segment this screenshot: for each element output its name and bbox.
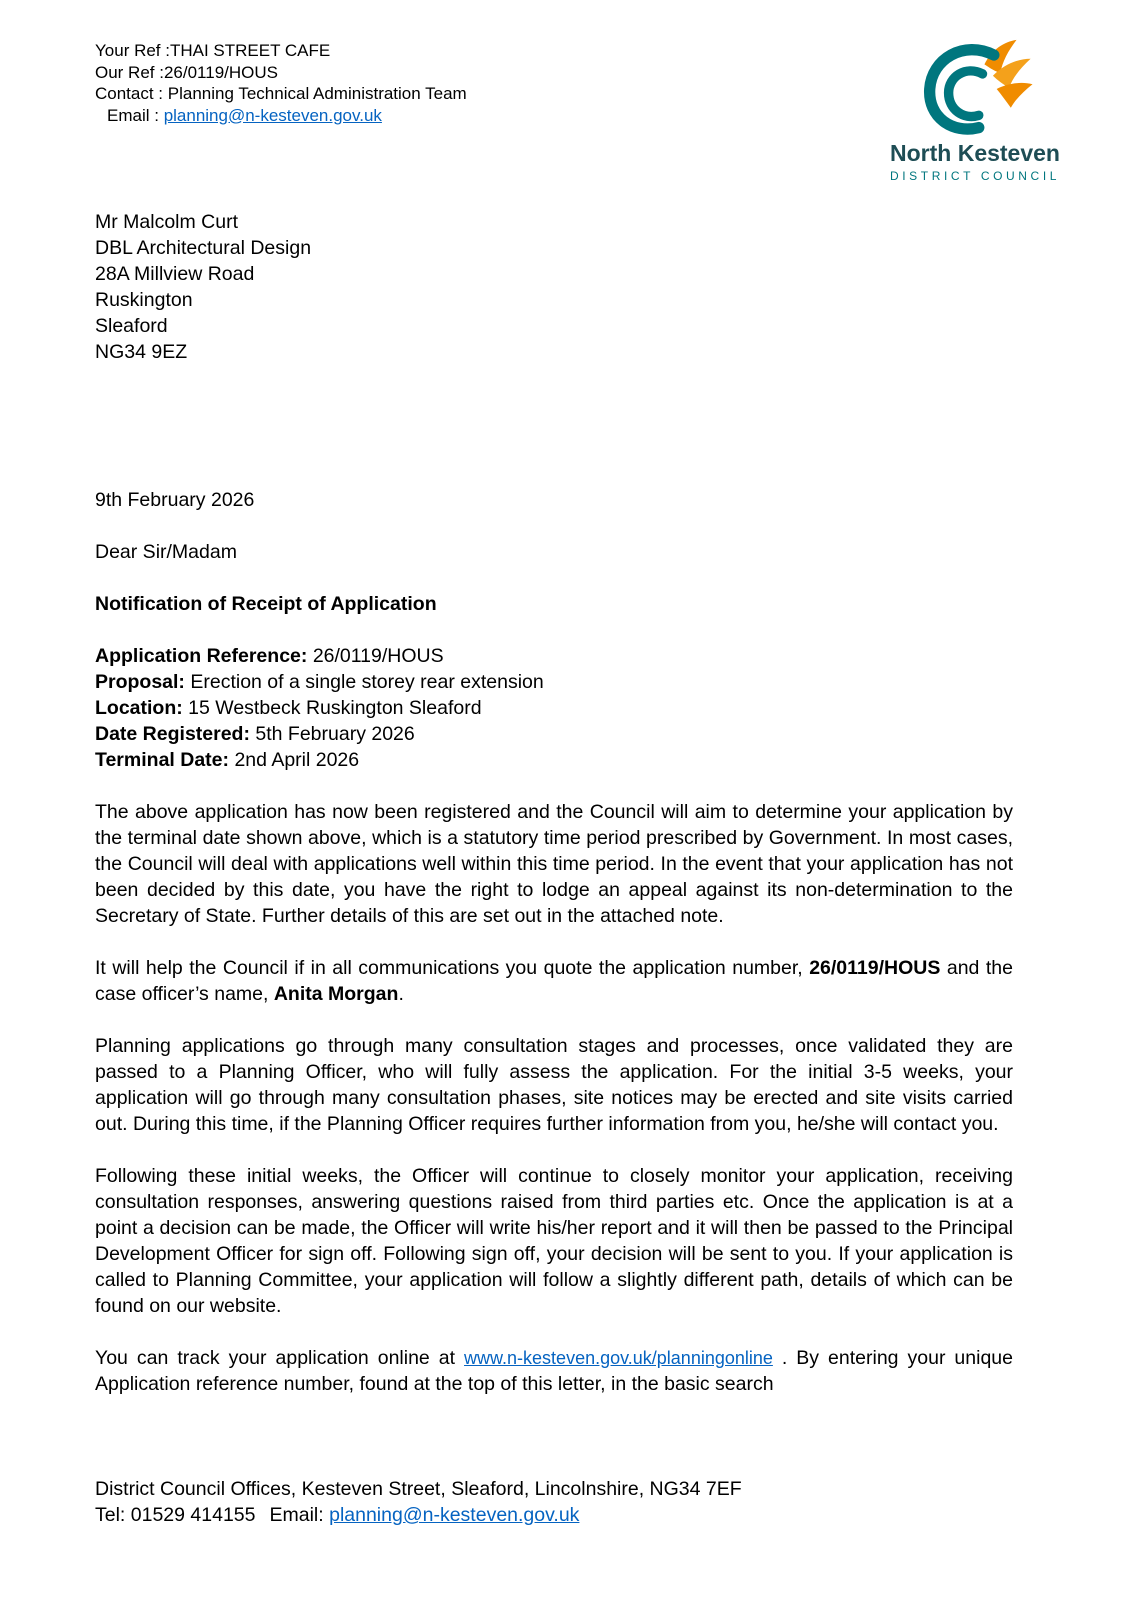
paragraph-monitoring: Following these initial weeks, the Officer will continue to closely monitor your application, receiving consultation responses, answering questions raised from third parties etc. Once the application is at a point a decision can be made, the Officer will write his/her report and it will then be passed to the Principal Development Officer for sign off. Following sign off, your decision will be sent to you. If your application is called to Planning Committee, your application will follow a slightly different path, details of which can be found on our website. [95,1165,1013,1317]
application-number: 26/0119/HOUS [809,957,941,979]
council-logo [884,38,1066,185]
paragraph-consultation-stages: Planning applications go through many consultation stages and processes, once validated they are passed to a Planning Officer, who will fully assess the application. For the initial 3-5 weeks, your application will go through many consultation phases, site notices may be erected and site visits carried out. During this time, if the Planning Officer requires further information from you, he/she will contact you. [95,1035,1013,1135]
footer-address: District Council Offices, Kesteven Street, Sleaford, Lincolnshire, NG34 7EF [95,1478,742,1500]
detail-row-date-registered [95,721,1013,747]
application-details [95,643,1013,773]
email-label: Email : [107,105,164,125]
recipient-line: 28A Millview Road [95,263,255,285]
reference-block [95,38,467,126]
detail-row-proposal [95,669,1013,695]
your-ref-line [95,40,467,62]
detail-value: 15 Westbeck Ruskington Sleaford [188,697,482,719]
detail-row-application-reference [95,643,1013,669]
recipient-line: NG34 9EZ [95,341,188,363]
detail-row-terminal-date [95,747,1013,773]
contact-line [95,83,467,105]
detail-value: 5th February 2026 [255,723,415,745]
paragraph-text: It will help the Council if in all communications you quote the application number, [95,957,810,979]
header-email-link[interactable]: planning@n-kesteven.gov.uk [163,105,382,125]
your-ref-label: Your Ref : [95,41,170,60]
letter-footer [95,1476,1013,1528]
contact-value: Planning Technical Administration Team [167,84,467,103]
detail-value: Erection of a single storey rear extension [190,671,544,693]
detail-label: Proposal: [95,671,185,693]
recipient-line: DBL Architectural Design [95,237,312,259]
council-logo-subtitle: DISTRICT COUNCIL [889,169,1061,183]
our-ref-label: Our Ref : [95,62,164,82]
subject-heading: Notification of Receipt of Application [95,593,437,615]
council-logo-swoosh-icon [909,38,1041,138]
footer-email-label: Email: [269,1504,330,1526]
our-ref-line [95,62,467,84]
footer-contact-line [95,1502,1013,1528]
detail-label: Application Reference: [95,645,308,667]
recipient-line: Ruskington [95,289,193,311]
detail-label: Location: [95,697,183,719]
contact-label: Contact : [95,84,168,103]
paragraph-text: and the case officer’s name, [95,957,1013,1005]
letter-date: 9th February 2026 [95,489,255,511]
our-ref-value: 26/0119/HOUS [163,62,278,82]
letter-header [95,38,1068,185]
footer-email-link[interactable]: planning@n-kesteven.gov.uk [329,1504,580,1526]
paragraph-text: . By entering your unique Application reference number, found at the top of this letter, in the basic search [95,1347,1013,1395]
recipient-address [95,209,1013,365]
your-ref-value: THAI STREET CAFE [169,41,331,60]
paragraph-case-officer [95,955,1013,1007]
detail-row-location [95,695,1013,721]
case-officer-name: Anita Morgan [273,983,399,1005]
salutation: Dear Sir/Madam [95,541,237,563]
paragraph-text: . [398,983,404,1005]
council-logo-title: North Kesteven [890,140,1060,166]
planning-online-link[interactable]: www.n-kesteven.gov.uk/planningonline [464,1348,773,1368]
paragraph-tracking [95,1345,1013,1397]
detail-value: 26/0119/HOUS [312,645,444,667]
email-line [95,105,467,127]
recipient-line: Sleaford [95,315,168,337]
detail-value: 2nd April 2026 [234,749,360,771]
paragraph-text: You can track your application online at [95,1347,465,1369]
detail-label: Terminal Date: [95,749,230,771]
letter-body [95,209,1013,1397]
paragraph-registration: The above application has now been registered and the Council will aim to determine your application by the terminal date shown above, which is a statutory time period prescribed by Government. In most cases, the Council will deal with applications well within this time period. In the event that your application has not been decided by this date, you have the right to lodge an appeal against its non-determination to the Secretary of State. Further details of this are set out in the attached note. [95,801,1013,927]
footer-tel: Tel: 01529 414155 [95,1504,256,1526]
recipient-line: Mr Malcolm Curt [95,211,239,233]
detail-label: Date Registered: [95,723,250,745]
